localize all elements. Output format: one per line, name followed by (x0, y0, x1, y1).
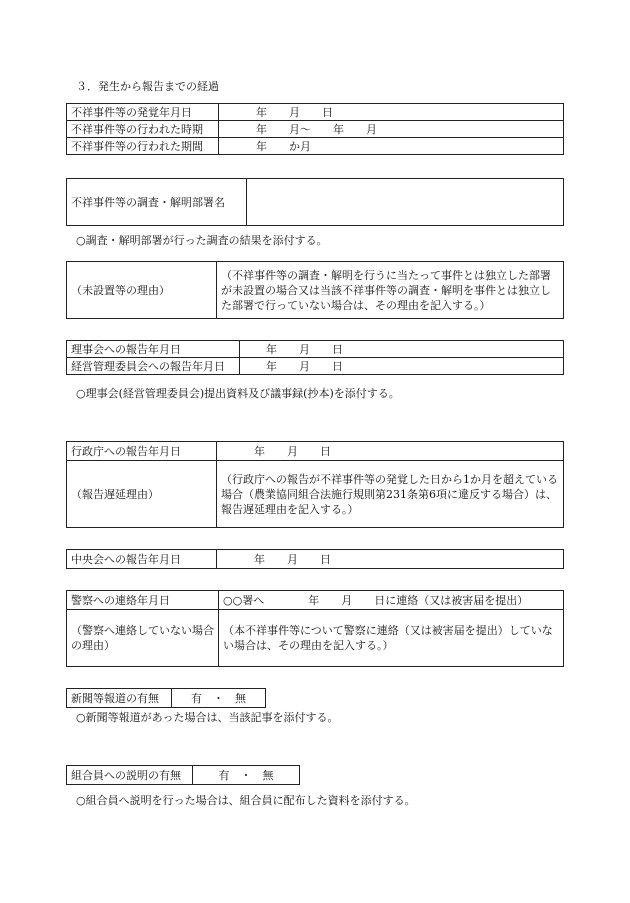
investigation-dept-value (247, 179, 564, 226)
press-label: 新聞等報道の有無 (67, 689, 172, 708)
board-report-value: 年 月 日 (240, 341, 564, 358)
note-press: ○新聞等報道があった場合は、当該記事を添付する。 (76, 711, 339, 724)
occurrence-duration-label: 不祥事件等の行われた期間 (67, 138, 219, 155)
occurrence-period-value: 年 月～ 年 月 (219, 121, 564, 138)
note-member: ○組合員へ説明を行った場合は、組合員に配布した資料を添付する。 (76, 794, 416, 807)
police-contact-label: 警察への連絡年月日 (67, 591, 219, 610)
admin-report-label: 行政庁への報告年月日 (67, 442, 217, 461)
table-row (67, 341, 564, 358)
occurrence-table (66, 103, 564, 155)
occurrence-discovered-value: 年 月 日 (219, 104, 564, 121)
member-value: 有 ・ 無 (193, 766, 300, 785)
central-report-label: 中央会への報告年月日 (67, 550, 217, 569)
police-table (66, 590, 564, 667)
police-contact-value: ○○署へ 年 月 日に連絡（又は被害届を提出） (219, 591, 564, 610)
table-row (67, 121, 564, 138)
unestablished-table (66, 261, 564, 319)
police-reason-text: （本不祥事件等について警察に連絡（又は被害届を提出）していない場合は、その理由を記入する。） (219, 610, 564, 667)
investigation-dept-label: 不祥事件等の調査・解明部署名 (67, 179, 247, 226)
member-table (66, 765, 300, 785)
central-table (66, 549, 564, 569)
admin-table (66, 441, 564, 528)
press-value: 有 ・ 無 (172, 689, 266, 708)
table-row (67, 358, 564, 375)
occurrence-duration-value: 年 か月 (219, 138, 564, 155)
unestablished-text: （不祥事件等の調査・解明を行うに当たって事件とは独立した部署が未設置の場合又は当該不祥事件等の調査・解明を事件とは独立した部署で行っていない場合は、その理由を記入する。） (217, 262, 564, 319)
investigation-dept-table (66, 178, 564, 226)
mgmt-committee-report-value: 年 月 日 (240, 358, 564, 375)
board-table (66, 340, 564, 375)
admin-delay-label: （報告遅延理由） (67, 461, 217, 528)
police-reason-label: （警察へ連絡していない場合の理由） (67, 610, 219, 667)
section-title: ３．発生から報告までの経過 (76, 80, 219, 93)
table-row (67, 138, 564, 155)
occurrence-discovered-label: 不祥事件等の発覚年月日 (67, 104, 219, 121)
press-table (66, 688, 266, 708)
admin-delay-text: （行政庁への報告が不祥事件等の発覚した日から1か月を超えている場合（農業協同組合法施行規則第231条第6項に違反する場合）は、報告遅延理由を記入する。） (217, 461, 564, 528)
occurrence-period-label: 不祥事件等の行われた時期 (67, 121, 219, 138)
unestablished-label: （未設置等の理由） (67, 262, 217, 319)
board-report-label: 理事会への報告年月日 (67, 341, 240, 358)
member-label: 組合員への説明の有無 (67, 766, 193, 785)
central-report-value: 年 月 日 (217, 550, 564, 569)
mgmt-committee-report-label: 経営管理委員会への報告年月日 (67, 358, 240, 375)
note-board: ○理事会(経営管理委員会)提出資料及び議事録(抄本)を添付する。 (76, 387, 400, 400)
admin-report-value: 年 月 日 (217, 442, 564, 461)
note-investigation: ○調査・解明部署が行った調査の結果を添付する。 (76, 234, 328, 247)
table-row (67, 104, 564, 121)
